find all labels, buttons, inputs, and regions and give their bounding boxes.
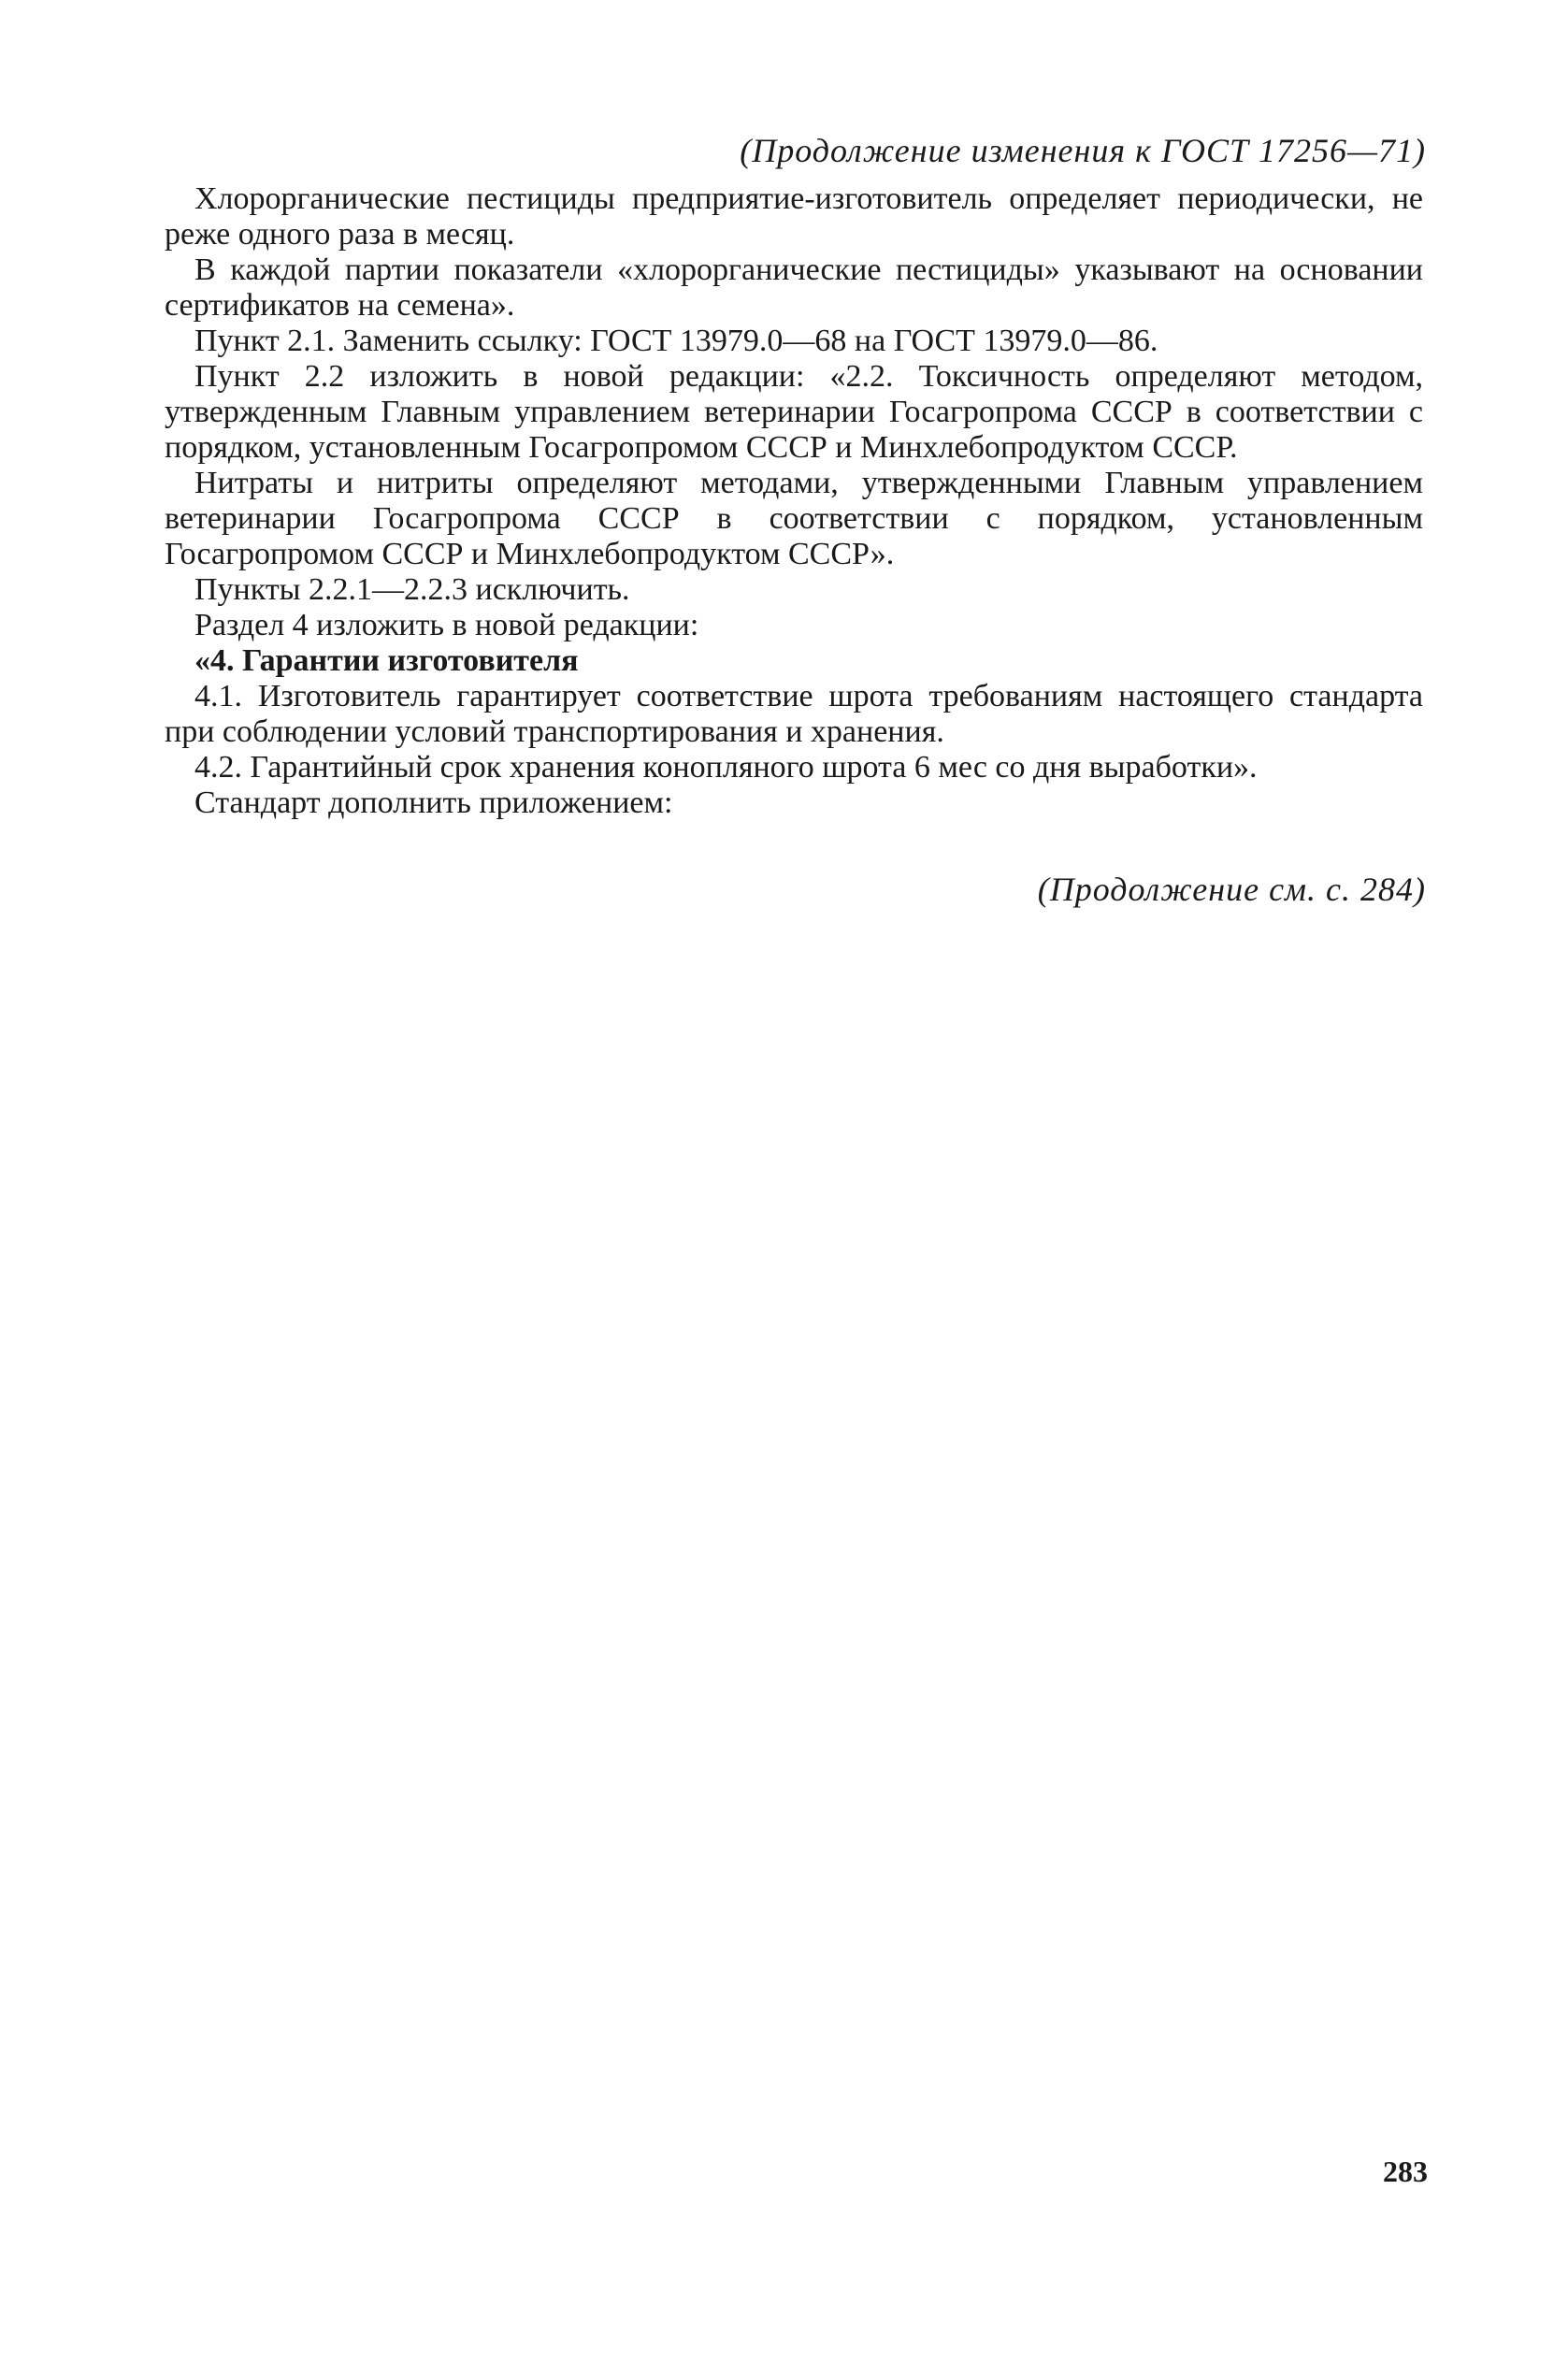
paragraph-item-4-2: 4.2. Гарантийный срок хранения конопляного шрота 6 мес со дня выработки». [194,750,1258,785]
paragraph-section-4-intro: Раздел 4 изложить в новой редакции: [194,608,699,642]
paragraph-appendix-note: Стандарт дополнить приложением: [194,785,673,820]
paragraph-items-excluded: Пункты 2.2.1—2.2.3 исключить. [194,572,630,607]
paragraph-item-2-2: Пункт 2.2 изложить в новой редакции: «2.2. Токсичность определяют методом, утвержденным Главным управлением ветеринарии Госагропрома СССР в соответствии с порядком, установленным Госагропромом СССР и Минхлебопродуктом СССР. [165,359,1423,465]
body-text [165,181,1423,821]
running-header: (Продолжение изменения к ГОСТ 17256—71) [740,132,1426,169]
continuation-note: (Продолжение см. с. 284) [1037,871,1426,908]
paragraph-pesticides-periodicity: Хлорорганические пестициды предприятие-изготовитель определяет периодически, не реже одного раза в месяц. [165,181,1423,252]
paragraph-item-2-1: Пункт 2.1. Заменить ссылку: ГОСТ 13979.0—68 на ГОСТ 13979.0—86. [194,324,1158,358]
paragraph-pesticides-certificates: В каждой партии показатели «хлорорганические пестициды» указывают на основании сертификатов на семена». [165,252,1423,323]
paragraph-item-4-1: 4.1. Изготовитель гарантирует соответствие шрота требованиям настоящего стандарта при соблюдении условий транспортирования и хранения. [165,679,1423,749]
page-number: 283 [1383,2154,1428,2188]
paragraph-nitrates: Нитраты и нитриты определяют методами, утвержденными Главным управлением ветеринарии Госагропрома СССР в соответствии с порядком, установленным Госагропромом СССР и Минхлебопродуктом СССР». [165,466,1423,571]
section-heading: «4. Гарантии изготовителя [194,643,579,678]
